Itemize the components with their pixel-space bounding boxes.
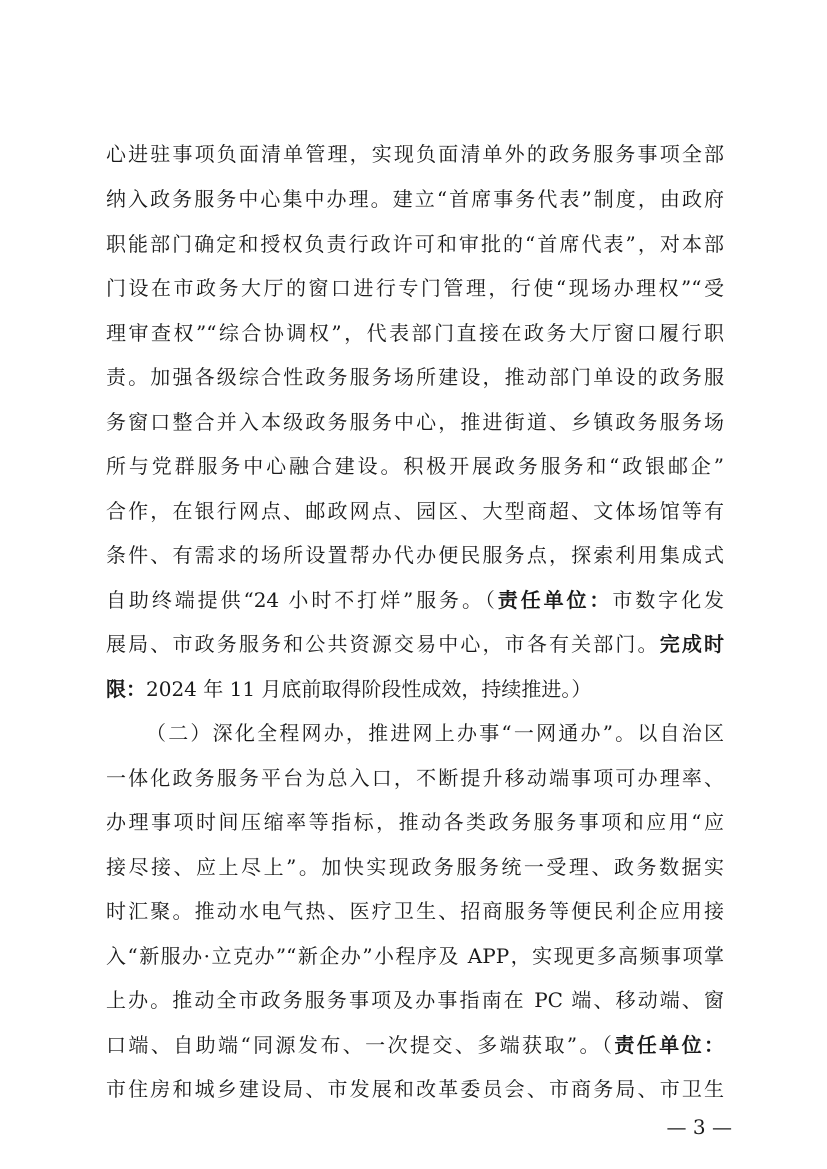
deadline-label-part1: 完成时	[659, 632, 725, 656]
body-line-11	[106, 580, 724, 620]
body-line-6: 责。加强各级综合性政务服务场所建设，推动部门单设的政务服	[106, 365, 724, 389]
responsible-unit-label: 责任单位：	[497, 588, 613, 612]
body-line-8: 所与党群服务中心融合建设。积极开展政务服务和“政银邮企”	[106, 454, 724, 478]
section-2-line-8	[106, 1025, 724, 1065]
body-line-3: 职能部门确定和授权负责行政许可和审批的“首席代表”，对本部	[106, 232, 724, 256]
responsible-unit-label-2: 责任单位：	[614, 1033, 725, 1057]
section-2-line-5: 时汇聚。推动水电气热、医疗卫生、招商服务等便民利企应用接	[106, 899, 724, 923]
body-line-13	[106, 669, 724, 709]
body-line-1: 心进驻事项负面清单管理，实现负面清单外的政务服务事项全部	[106, 142, 724, 166]
body-line-2: 纳入政务服务中心集中办理。建立“首席事务代表”制度，由政府	[106, 187, 724, 211]
section-2-line-3: 办理事项时间压缩率等指标，推动各类政务服务事项和应用“应	[106, 810, 724, 834]
body-line-9: 合作，在银行网点、邮政网点、园区、大型商超、文体场馆等有	[106, 499, 724, 523]
body-line-4: 门设在市政务大厅的窗口进行专门管理，行使“现场办理权”“受	[106, 276, 724, 300]
section-2-line-4: 接尽接、应上尽上”。加快实现政务服务统一受理、政务数据实	[106, 855, 724, 879]
section-2-line-7: 上办。推动全市政务服务事项及办事指南在 PC 端、移动端、窗	[106, 988, 724, 1012]
body-line-12-text: 展局、市政务服务和公共资源交易中心，市各有关部门。	[106, 632, 660, 656]
page-number: — 3 —	[666, 1115, 732, 1139]
section-2-heading-line: （二）深化全程网办，推进网上办事“一网通办”。以自治区	[146, 721, 724, 745]
body-line-5: 理审查权”“综合协调权”，代表部门直接在政务大厅窗口履行职	[106, 321, 724, 345]
body-line-12	[106, 624, 724, 664]
deadline-label-part2: 限：	[106, 677, 146, 701]
body-line-11-text: 自助终端提供“24 小时不打烊”服务。（	[106, 588, 498, 612]
section-2-line-8-text: 口端、自助端“同源发布、一次提交、多端获取”。（	[106, 1033, 615, 1057]
body-line-7: 务窗口整合并入本级政务服务中心，推进街道、乡镇政务服务场	[106, 410, 724, 434]
body-line-13-text: 2024 年 11 月底前取得阶段性成效，持续推进。）	[146, 677, 592, 701]
section-2-line-9: 市住房和城乡建设局、市发展和改革委员会、市商务局、市卫生	[106, 1077, 724, 1101]
body-line-11-tail: 市数字化发	[612, 588, 725, 612]
section-2-line-2: 一体化政务服务平台为总入口，不断提升移动端事项可办理率、	[106, 766, 724, 790]
section-2-line-6: 入“新服办·立克办”“新企办”小程序及 APP，实现更多高频事项掌	[106, 944, 724, 968]
body-line-10: 条件、有需求的场所设置帮办代办便民服务点，探索利用集成式	[106, 543, 724, 567]
